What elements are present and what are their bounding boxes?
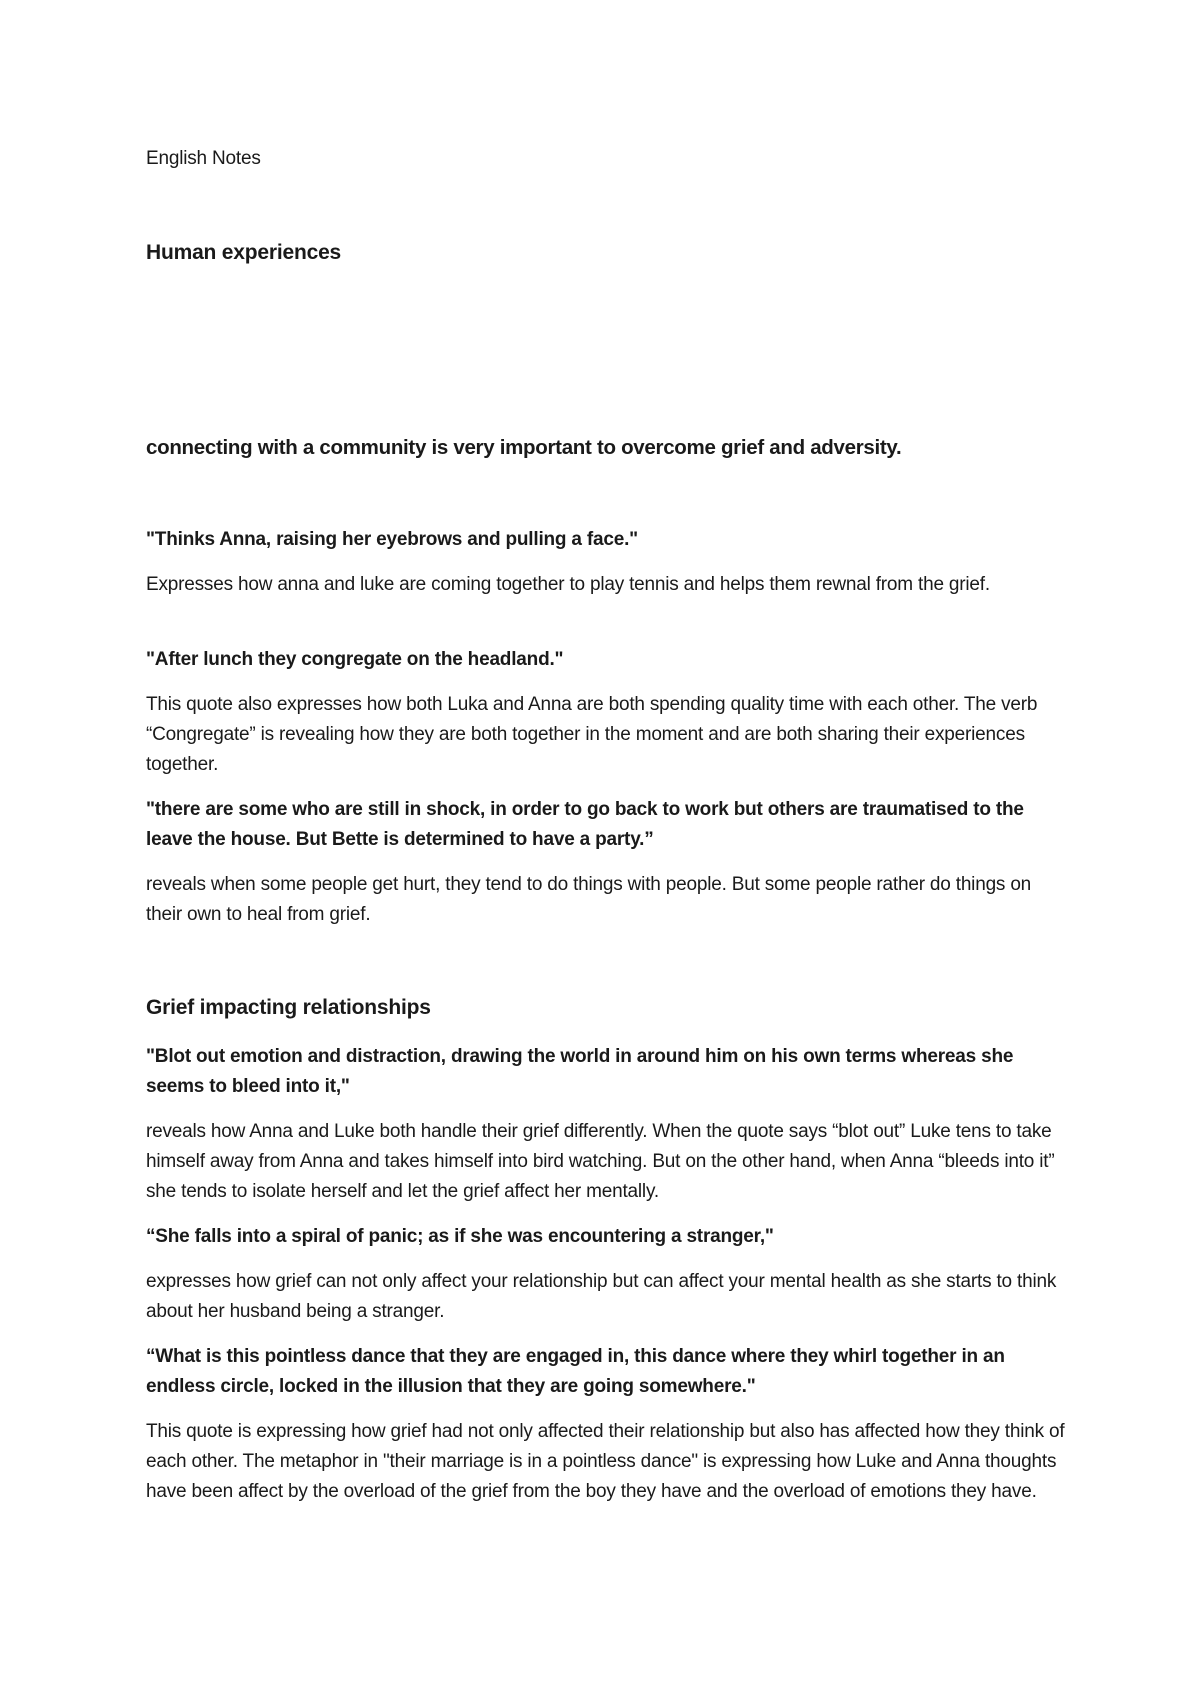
analysis-paragraph: This quote also expresses how both Luka and Anna are both spending quality time with each other. The verb “Congregate” is revealing how they are both together in the moment and are both sharing their experiences together.: [146, 694, 1038, 775]
analysis-paragraph: Expresses how anna and luke are coming together to play tennis and helps them rewnal from the grief.: [146, 574, 990, 595]
quote-paragraph: “She falls into a spiral of panic; as if she was encountering a stranger,": [146, 1226, 774, 1247]
quote-paragraph: "Thinks Anna, raising her eyebrows and pulling a face.": [146, 529, 638, 550]
analysis-paragraph: This quote is expressing how grief had not only affected their relationship but also has affected how they think of each other. The metaphor in "their marriage is in a pointless dance" is expressing how Luke and Anna thoughts have been affect by the overload of the grief from the boy they have and the overload of emotions they have.: [146, 1421, 1065, 1502]
section-heading-grief-impacting-relationships: Grief impacting relationships: [146, 996, 431, 1019]
quote-paragraph: "there are some who are still in shock, in order to go back to work but others are traumatised to the leave the house. But Bette is determined to have a party.”: [146, 799, 1024, 850]
quote-paragraph: "After lunch they congregate on the headland.": [146, 649, 564, 670]
section-heading-human-experiences: Human experiences: [146, 241, 342, 264]
analysis-paragraph: reveals when some people get hurt, they tend to do things with people. But some people rather do things on their own to heal from grief.: [146, 874, 1032, 925]
analysis-paragraph: reveals how Anna and Luke both handle their grief differently. When the quote says “blot out” Luke tens to take himself away from Anna and takes himself into bird watching. But on the other hand, when Anna “bleeds into it” she tends to isolate herself and let the grief affect her mentally.: [146, 1121, 1055, 1202]
quote-paragraph: “What is this pointless dance that they are engaged in, this dance where they whirl together in an endless circle, locked in the illusion that they are going somewhere.": [146, 1346, 1005, 1397]
document-title: English Notes: [146, 148, 261, 169]
analysis-paragraph: expresses how grief can not only affect your relationship but can affect your mental health as she starts to think about her husband being a stranger.: [146, 1271, 1057, 1322]
section-subheading: connecting with a community is very important to overcome grief and adversity.: [146, 436, 902, 459]
quote-paragraph: "Blot out emotion and distraction, drawing the world in around him on his own terms whereas she seems to bleed into it,": [146, 1046, 1014, 1097]
